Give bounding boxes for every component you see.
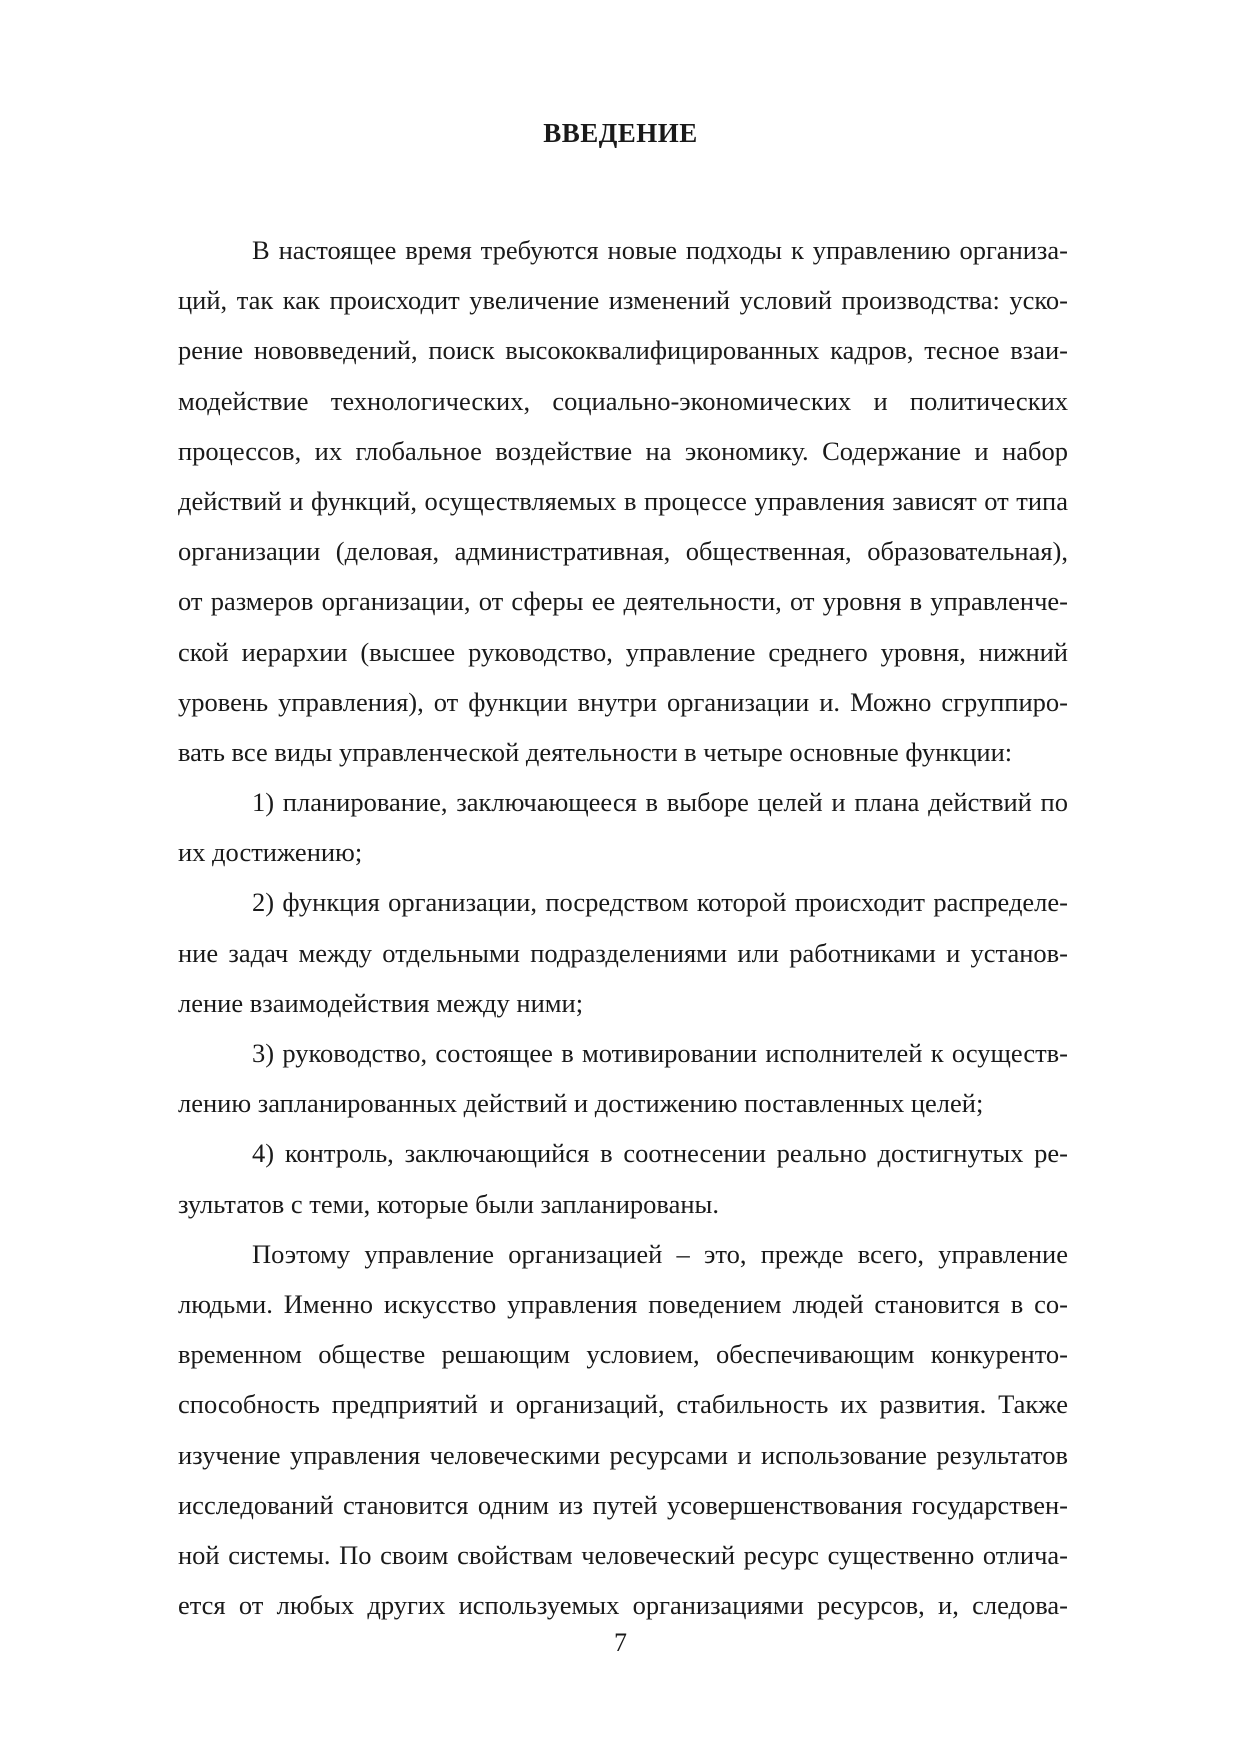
body-text	[178, 225, 1068, 1630]
text-line: ской иерархии (высшее руководство, управление среднего уровня, нижний	[178, 636, 1068, 667]
text-line: лению запланированных действий и достижению поставленных целей;	[178, 1088, 984, 1119]
text-line: модействие технологических, социально-экономических и политических	[178, 385, 1068, 416]
page-number: 7	[614, 1628, 627, 1657]
text-line: уровень управления), от функции внутри организации и. Можно сгруппиро-	[178, 686, 1068, 717]
text-line: процессов, их глобальное воздействие на экономику. Содержание и набор	[178, 435, 1068, 466]
text-line: 3) руководство, состоящее в мотивировании исполнителей к осуществ-	[252, 1038, 1068, 1068]
text-line: от размеров организации, от сферы ее деятельности, от уровня в управленче-	[178, 586, 1068, 617]
text-line: изучение управления человеческими ресурсами и использование результатов	[178, 1439, 1068, 1470]
text-line: Поэтому управление организацией – это, прежде всего, управление	[252, 1238, 1068, 1269]
text-line: ций, так как происходит увеличение изменений условий производства: уско-	[178, 285, 1068, 316]
text-line: 4) контроль, заключающийся в соотнесении реально достигнутых ре-	[252, 1138, 1068, 1169]
text-line: зультатов с теми, которые были запланированы.	[178, 1188, 719, 1219]
text-line: действий и функций, осуществляемых в процессе управления зависят от типа	[178, 485, 1068, 516]
text-line: способность предприятий и организаций, стабильность их развития. Также	[178, 1389, 1068, 1420]
text-line: ной системы. По своим свойствам человеческий ресурс существенно отлича-	[178, 1539, 1068, 1570]
text-line: 1) планирование, заключающееся в выборе целей и плана действий по	[252, 787, 1068, 818]
text-line: рение нововведений, поиск высококвалифицированных кадров, тесное взаи-	[178, 335, 1068, 366]
text-line: людьми. Именно искусство управления поведением людей становится в со-	[178, 1288, 1068, 1319]
text-line: ется от любых других используемых организациями ресурсов, и, следова-	[178, 1590, 1068, 1621]
text-line: ление взаимодействия между ними;	[178, 987, 584, 1018]
text-line: исследований становится одним из путей усовершенствования государствен-	[178, 1489, 1068, 1520]
text-line: 2) функция организации, посредством которой происходит распределе-	[252, 887, 1068, 918]
text-line: организации (деловая, административная, общественная, образовательная),	[178, 536, 1068, 567]
text-line: В настоящее время требуются новые подходы к управлению организа-	[252, 235, 1068, 265]
page-title: ВВЕДЕНИЕ	[543, 118, 698, 148]
text-line: их достижению;	[178, 837, 363, 868]
text-line: временном обществе решающим условием, обеспечивающим конкуренто-	[178, 1339, 1068, 1370]
text-line: ние задач между отдельными подразделениями или работниками и установ-	[178, 937, 1068, 968]
text-line: вать все виды управленческой деятельности в четыре основные функции:	[178, 736, 1013, 767]
